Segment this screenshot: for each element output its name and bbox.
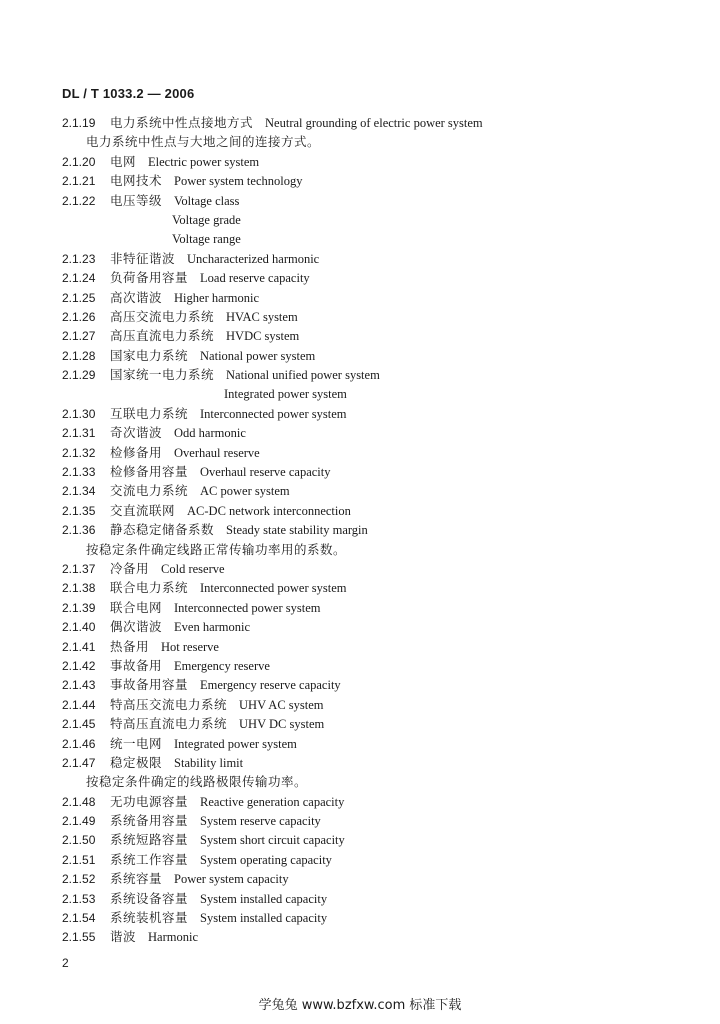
- term-english: Load reserve capacity: [200, 271, 310, 286]
- term-entry: [62, 502, 682, 521]
- term-chinese: 检修备用: [110, 445, 163, 460]
- term-number: 2.1.45: [62, 717, 96, 732]
- term-number: 2.1.25: [62, 290, 96, 305]
- term-entry: [62, 735, 682, 754]
- term-number: 2.1.43: [62, 678, 96, 693]
- term-entry: [62, 405, 682, 424]
- term-number: 2.1.26: [62, 309, 96, 324]
- term-number: 2.1.41: [62, 639, 96, 654]
- term-number: 2.1.38: [62, 581, 96, 596]
- term-english: Reactive generation capacity: [200, 794, 345, 809]
- term-chinese: 检修备用容量: [110, 465, 189, 480]
- term-definition: 按稳定条件确定的线路极限传输功率。: [86, 775, 308, 790]
- term-english: Emergency reserve capacity: [200, 678, 341, 693]
- term-number: 2.1.19: [62, 116, 96, 130]
- page-number: 2: [62, 956, 69, 970]
- term-english: Harmonic: [148, 930, 198, 945]
- term-number: 2.1.31: [62, 426, 96, 441]
- term-chinese: 特高压交流电力系统: [110, 697, 228, 712]
- term-definition: 按稳定条件确定线路正常传输功率用的系数。: [86, 542, 347, 557]
- term-chinese: 联合电力系统: [110, 581, 189, 596]
- term-chinese: 无功电源容量: [110, 794, 189, 809]
- term-entry: [62, 172, 682, 191]
- term-chinese: 电网技术: [110, 174, 163, 189]
- term-chinese: 互联电力系统: [110, 406, 189, 421]
- term-entry: [62, 463, 682, 482]
- term-chinese: 谐波: [110, 930, 137, 945]
- term-english: Integrated power system: [174, 736, 297, 751]
- document-id-header: DL / T 1033.2 — 2006: [62, 86, 195, 101]
- term-english: Hot reserve: [161, 639, 219, 654]
- term-number: 2.1.50: [62, 833, 96, 848]
- term-chinese: 系统备用容量: [110, 814, 189, 829]
- term-alternate-english: Voltage grade: [172, 212, 241, 227]
- term-entry: [62, 308, 682, 327]
- term-entry: [62, 599, 682, 618]
- term-english: System installed capacity: [200, 911, 328, 926]
- term-english: Steady state stability margin: [226, 523, 368, 538]
- term-number: 2.1.36: [62, 523, 96, 538]
- term-chinese: 高压直流电力系统: [110, 329, 215, 344]
- term-number: 2.1.47: [62, 755, 96, 770]
- term-number: 2.1.22: [62, 193, 96, 208]
- term-entry: [62, 754, 682, 773]
- term-number: 2.1.40: [62, 620, 96, 635]
- term-english: System installed capacity: [200, 891, 328, 906]
- term-number: 2.1.21: [62, 174, 96, 189]
- term-english: Uncharacterized harmonic: [187, 251, 320, 266]
- term-english: Stability limit: [174, 755, 244, 770]
- term-entry: [62, 366, 682, 385]
- term-chinese: 交直流联网: [110, 503, 176, 518]
- term-english: AC power system: [200, 484, 290, 499]
- term-chinese: 非特征谐波: [110, 251, 176, 266]
- term-number: 2.1.54: [62, 911, 96, 926]
- term-chinese: 国家统一电力系统: [110, 368, 215, 383]
- term-chinese: 稳定极限: [110, 755, 163, 770]
- term-english: Power system technology: [174, 174, 303, 189]
- term-english: Higher harmonic: [174, 290, 260, 305]
- term-entry: [62, 153, 682, 172]
- term-entry: [62, 192, 682, 211]
- term-chinese: 系统容量: [110, 872, 163, 887]
- term-number: 2.1.27: [62, 329, 96, 344]
- term-chinese: 联合电网: [110, 600, 163, 615]
- term-number: 2.1.37: [62, 561, 96, 576]
- term-chinese: 高压交流电力系统: [110, 309, 215, 324]
- term-english: System operating capacity: [200, 852, 332, 867]
- term-chinese: 国家电力系统: [110, 348, 189, 363]
- term-alternate-english: Integrated power system: [224, 387, 347, 402]
- term-chinese: 事故备用容量: [110, 678, 189, 693]
- term-number: 2.1.20: [62, 154, 96, 169]
- term-number: 2.1.24: [62, 271, 96, 286]
- term-chinese: 系统短路容量: [110, 833, 189, 848]
- term-chinese: 热备用: [110, 639, 150, 654]
- term-entry: [62, 250, 682, 269]
- term-entry: [62, 696, 682, 715]
- term-entry: [62, 676, 682, 695]
- term-entry: [62, 482, 682, 501]
- term-entry: [62, 638, 682, 657]
- term-english: Neutral grounding of electric power system: [265, 116, 483, 130]
- term-chinese: 系统装机容量: [110, 911, 189, 926]
- term-chinese: 静态稳定储备系数: [110, 523, 215, 538]
- term-entry: [62, 327, 682, 346]
- term-definition: 电力系统中性点与大地之间的连接方式。: [86, 135, 321, 150]
- term-english: AC-DC network interconnection: [187, 503, 351, 518]
- term-entry: [62, 851, 682, 870]
- term-english: National power system: [200, 348, 316, 363]
- term-english: Even harmonic: [174, 620, 251, 635]
- term-chinese: 交流电力系统: [110, 484, 189, 499]
- term-english: Odd harmonic: [174, 426, 246, 441]
- term-chinese: 电网: [110, 154, 137, 169]
- term-english: National unified power system: [226, 368, 380, 383]
- term-chinese: 系统工作容量: [110, 852, 189, 867]
- term-english: Interconnected power system: [200, 581, 347, 596]
- term-entry: [62, 579, 682, 598]
- term-english: Voltage class: [174, 193, 240, 208]
- term-chinese: 冷备用: [110, 561, 150, 576]
- term-chinese: 统一电网: [110, 736, 163, 751]
- term-number: 2.1.53: [62, 891, 96, 906]
- term-chinese: 偶次谐波: [110, 620, 163, 635]
- term-entry: [62, 890, 682, 909]
- term-number: 2.1.32: [62, 445, 96, 460]
- term-english: HVAC system: [226, 309, 298, 324]
- term-entry: [62, 831, 682, 850]
- term-entry: [62, 424, 682, 443]
- term-list: [62, 114, 682, 948]
- term-english: Power system capacity: [174, 872, 289, 887]
- term-entry: [62, 793, 682, 812]
- term-number: 2.1.49: [62, 814, 96, 829]
- term-entry: [62, 444, 682, 463]
- term-number: 2.1.51: [62, 852, 96, 867]
- term-english: UHV DC system: [239, 717, 325, 732]
- term-entry: [62, 269, 682, 288]
- term-english: HVDC system: [226, 329, 300, 344]
- term-entry: [62, 560, 682, 579]
- term-entry: [62, 114, 682, 133]
- term-entry: [62, 657, 682, 676]
- term-chinese: 事故备用: [110, 658, 163, 673]
- term-entry: [62, 521, 682, 540]
- term-number: 2.1.42: [62, 658, 96, 673]
- term-english: Interconnected power system: [174, 600, 321, 615]
- term-entry: [62, 812, 682, 831]
- term-entry: [62, 928, 682, 947]
- term-entry: [62, 618, 682, 637]
- term-english: System short circuit capacity: [200, 833, 345, 848]
- term-number: 2.1.35: [62, 503, 96, 518]
- term-number: 2.1.28: [62, 348, 96, 363]
- term-chinese: 电压等级: [110, 193, 163, 208]
- term-number: 2.1.23: [62, 251, 96, 266]
- term-chinese: 奇次谐波: [110, 426, 163, 441]
- term-english: Electric power system: [148, 154, 260, 169]
- term-english: Cold reserve: [161, 561, 225, 576]
- term-number: 2.1.55: [62, 930, 96, 945]
- term-number: 2.1.33: [62, 465, 96, 480]
- term-number: 2.1.44: [62, 697, 96, 712]
- term-chinese: 特高压直流电力系统: [110, 717, 228, 732]
- term-number: 2.1.34: [62, 484, 96, 499]
- term-chinese: 负荷备用容量: [110, 271, 189, 286]
- term-number: 2.1.46: [62, 736, 96, 751]
- term-entry: [62, 347, 682, 366]
- term-chinese: 高次谐波: [110, 290, 163, 305]
- term-number: 2.1.52: [62, 872, 96, 887]
- term-english: Overhaul reserve capacity: [200, 465, 331, 480]
- term-english: Interconnected power system: [200, 406, 347, 421]
- term-entry: [62, 289, 682, 308]
- term-chinese: 电力系统中性点接地方式: [110, 116, 254, 130]
- term-number: 2.1.29: [62, 368, 96, 383]
- term-entry: [62, 870, 682, 889]
- term-number: 2.1.30: [62, 406, 96, 421]
- term-entry: [62, 909, 682, 928]
- watermark-footer: 学兔兔 www.bzfxw.com 标准下载: [258, 998, 462, 1013]
- term-english: UHV AC system: [239, 697, 324, 712]
- term-number: 2.1.48: [62, 794, 96, 809]
- term-chinese: 系统设备容量: [110, 891, 189, 906]
- term-alternate-english: Voltage range: [172, 232, 241, 247]
- term-english: Overhaul reserve: [174, 445, 260, 460]
- term-entry: [62, 715, 682, 734]
- term-english: System reserve capacity: [200, 814, 321, 829]
- term-english: Emergency reserve: [174, 658, 270, 673]
- term-number: 2.1.39: [62, 600, 96, 615]
